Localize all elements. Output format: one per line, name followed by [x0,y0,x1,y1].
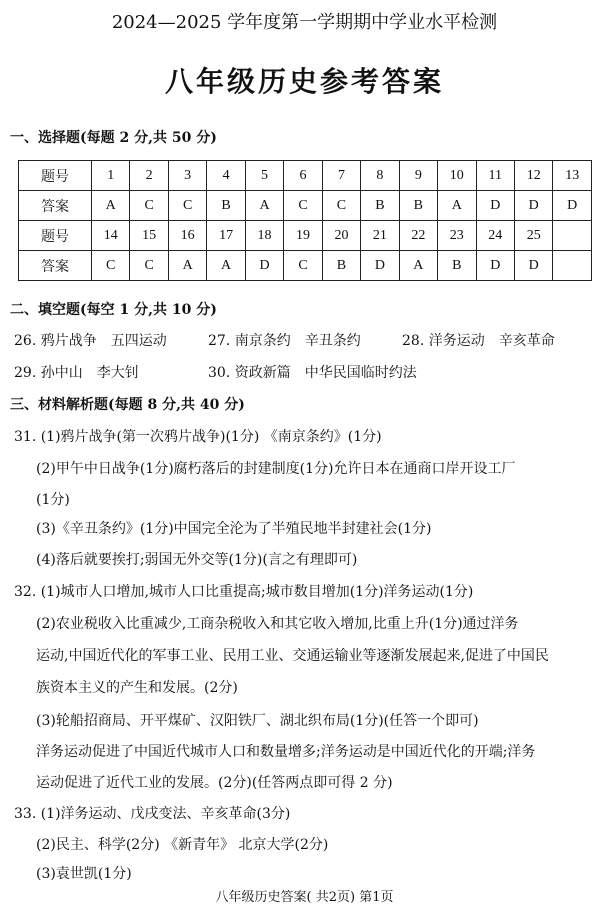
answer-line: (2)农业税收入比重减少,工商杂税收入和其它收入增加,比重上升(1分)通过洋务 [36,616,519,632]
table-cell: 7 [322,161,360,191]
table-row [19,161,592,191]
table-cell: A [245,191,283,221]
table-cell: 22 [399,221,437,251]
table-cell: 10 [438,161,476,191]
row-label: 题号 [19,161,92,191]
section1-heading: 一、选择题(每题 2 分,共 50 分) [10,130,217,146]
answer-line: 运动,中国近代化的军事工业、民用工业、交通运输业等逐渐发展起来,促进了中国民 [36,648,549,664]
row-label: 题号 [19,221,92,251]
table-cell: 1 [92,161,130,191]
table-cell: 16 [168,221,206,251]
table-cell: 25 [514,221,552,251]
table-cell: C [130,191,168,221]
table-cell: 5 [245,161,283,191]
answer-line: (2)民主、科学(2分) 《新青年》 北京大学(2分) [36,837,329,853]
answer-line: (3)袁世凯(1分) [36,866,132,882]
table-cell: C [130,251,168,281]
table-cell: A [207,251,245,281]
answer-line: 运动促进了近代工业的发展。(2分)(任答两点即可得 2 分) [36,775,393,791]
table-cell: 11 [476,161,514,191]
table-cell: A [92,191,130,221]
table-cell: D [553,191,592,221]
table-cell: D [476,251,514,281]
page-title: 八年级历史参考答案 [164,65,444,98]
table-cell: B [399,191,437,221]
answer-table [18,160,592,281]
table-cell: D [361,251,399,281]
table-cell [553,221,592,251]
table-cell: B [438,251,476,281]
table-cell [553,251,592,281]
table-cell: 15 [130,221,168,251]
table-cell: C [92,251,130,281]
table-cell: A [438,191,476,221]
table-row [19,221,592,251]
table-cell: D [245,251,283,281]
answer-line: (3)《辛丑条约》(1分)中国完全沦为了半殖民地半封建社会(1分) [36,521,432,537]
fill-answer: 27. 南京条约 辛丑条约 [208,333,361,349]
table-cell: 13 [553,161,592,191]
exam-header: 2024—2025 学年度第一学期期中学业水平检测 [111,12,498,33]
table-cell: C [284,251,322,281]
table-cell: B [207,191,245,221]
answer-line: 33. (1)洋务运动、戊戌变法、辛亥革命(3分) [14,806,291,822]
table-cell: 6 [284,161,322,191]
table-cell: 8 [361,161,399,191]
section3-heading: 三、材料解析题(每题 8 分,共 40 分) [10,397,245,413]
row-label: 答案 [19,251,92,281]
table-cell: 23 [438,221,476,251]
table-cell: A [399,251,437,281]
answer-line: (1分) [36,492,70,508]
table-cell: C [168,191,206,221]
table-cell: D [514,251,552,281]
table-cell: 9 [399,161,437,191]
answer-line: 32. (1)城市人口增加,城市人口比重提高;城市数目增加(1分)洋务运动(1分) [14,584,474,600]
table-cell: 14 [92,221,130,251]
table-cell: 12 [514,161,552,191]
table-cell: 19 [284,221,322,251]
section2-heading: 二、填空题(每空 1 分,共 10 分) [10,302,217,318]
table-cell: B [361,191,399,221]
fill-answer: 28. 洋务运动 辛亥革命 [402,333,555,349]
table-cell: 20 [322,221,360,251]
answer-line: (2)甲午中日战争(1分)腐朽落后的封建制度(1分)允许日本在通商口岸开设工厂 [36,461,516,477]
table-cell: D [476,191,514,221]
table-cell: 21 [361,221,399,251]
table-cell: B [322,251,360,281]
table-cell: 24 [476,221,514,251]
table-cell: 3 [168,161,206,191]
answer-line: (4)落后就要挨打;弱国无外交等(1分)(言之有理即可) [36,552,358,568]
fill-answer: 26. 鸦片战争 五四运动 [14,333,167,349]
answer-line: 洋务运动促进了中国近代城市人口和数量增多;洋务运动是中国近代化的开端;洋务 [36,744,536,760]
fill-answer: 30. 资政新篇 中华民国临时约法 [208,365,417,381]
table-row [19,251,592,281]
table-cell: C [322,191,360,221]
table-cell: 2 [130,161,168,191]
fill-answer: 29. 孙中山 李大钊 [14,365,139,381]
table-cell: D [514,191,552,221]
table-cell: 4 [207,161,245,191]
table-cell: A [168,251,206,281]
answer-line: 31. (1)鸦片战争(第一次鸦片战争)(1分) 《南京条约》(1分) [14,429,382,445]
row-label: 答案 [19,191,92,221]
page-footer: 八年级历史答案( 共2页) 第1页 [215,890,394,905]
answer-line: (3)轮船招商局、开平煤矿、汉阳铁厂、湖北织布局(1分)(任答一个即可) [36,713,479,729]
table-cell: C [284,191,322,221]
table-cell: 17 [207,221,245,251]
table-row [19,191,592,221]
table-cell: 18 [245,221,283,251]
answer-line: 族资本主义的产生和发展。(2分) [36,680,238,696]
